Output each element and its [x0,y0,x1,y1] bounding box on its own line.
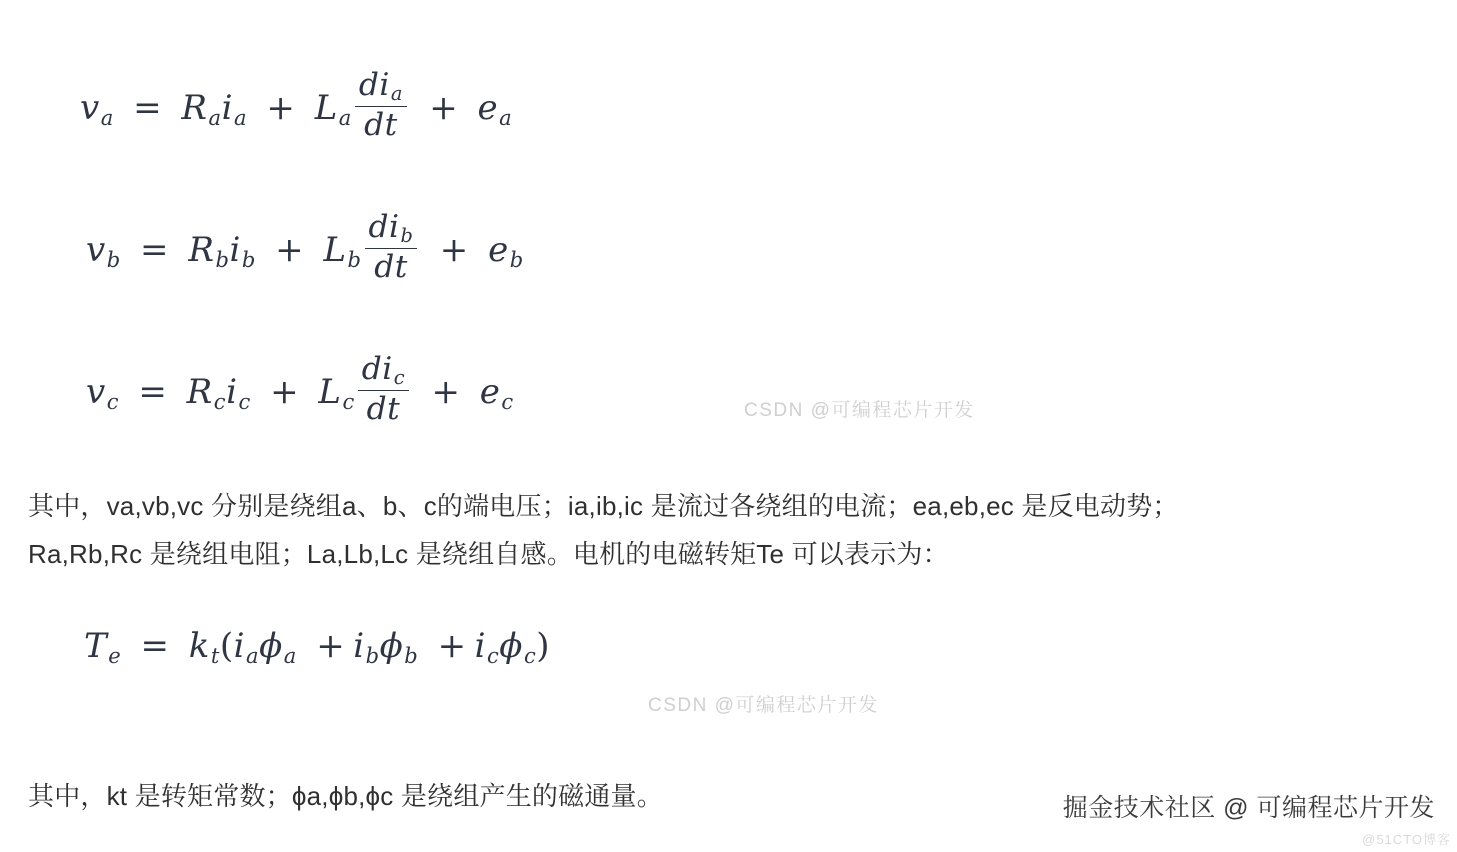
eq-vb-lhs: $v_b$ [86,229,121,272]
eq-te-term-a: $i_a\phi_a$ [233,626,297,668]
eq-vc-plus-2: + [431,371,461,412]
eq-te-close-paren: ) [536,626,551,666]
eq-te-kt: $k_t$ [188,626,220,668]
eq-va-inductance-term: $L_a$ [314,87,352,130]
eq-vc-derivative-denominator: dt [366,391,401,428]
eq-vc-resistance-term: $R_ci_c$ [186,371,251,414]
paragraph-definitions [28,482,1428,578]
eq-te-plus-2: + [437,626,467,666]
eq-vb-derivative [365,210,418,285]
eq-te-plus-1: + [316,626,346,666]
watermark-csdn-lower: CSDN @可编程芯片开发 [648,695,879,716]
eq-vb-resistance-term: $R_bi_b$ [188,229,256,272]
eq-te-term-b: $i_b\phi_b$ [353,626,419,668]
eq-va-plus-2: + [429,87,459,128]
eq-vb-equals: = [140,229,170,270]
equation-vc [86,352,514,427]
eq-va-equals: = [133,87,163,128]
eq-va-lhs: $v_a$ [80,87,114,130]
eq-te-equals: = [140,626,170,666]
eq-vb-derivative-denominator: dt [374,249,408,286]
corner-watermark: @51CTO博客 [1362,832,1451,847]
eq-va-plus-1: + [266,87,296,128]
eq-vc-lhs: $v_c$ [86,371,120,414]
eq-va-derivative-numerator: $di_a$ [355,68,407,107]
eq-vc-derivative-numerator: $di_c$ [358,352,409,391]
eq-vc-equals: = [138,371,168,412]
eq-vb-emf-term: $e_b$ [488,229,524,272]
eq-va-derivative-denominator: dt [364,107,398,144]
paragraph-definitions-line1: 其中，va,vb,vc 分别是绕组a、b、c的端电压；ia,ib,ic 是流过各绕组的电流；ea,eb,ec 是反电动势； [28,491,1179,521]
equation-torque [84,626,550,668]
eq-vb-inductance-term: $L_b$ [323,229,362,272]
eq-vc-inductance-term: $L_c$ [318,371,355,414]
eq-vc-derivative [358,352,409,427]
footer-brand-watermark: 掘金技术社区 @ 可编程芯片开发 [1062,794,1435,822]
equation-va [80,68,512,143]
eq-vc-plus-1: + [270,371,300,412]
eq-te-open-paren: ( [219,626,234,666]
equation-vb [86,210,524,285]
eq-te-term-c: $i_c\phi_c$ [474,626,537,668]
eq-vb-plus-1: + [275,229,305,270]
eq-vb-derivative-numerator: $di_b$ [365,210,418,249]
watermark-csdn-upper: CSDN @可编程芯片开发 [744,400,975,421]
eq-vc-emf-term: $e_c$ [479,371,514,414]
eq-va-emf-term: $e_a$ [477,87,513,130]
eq-va-resistance-term: $R_ai_a$ [181,87,248,130]
eq-va-derivative [355,68,407,143]
paragraph-definitions-line2: Ra,Rb,Rc 是绕组电阻；La,Lb,Lc 是绕组自感。电机的电磁转矩Te 可以表示为： [28,539,949,569]
eq-vb-plus-2: + [439,229,469,270]
paragraph-torque-note: 其中，kt 是转矩常数；ϕa,ϕb,ϕc 是绕组产生的磁通量。 [28,781,663,811]
eq-te-lhs: $T_e$ [84,626,122,668]
